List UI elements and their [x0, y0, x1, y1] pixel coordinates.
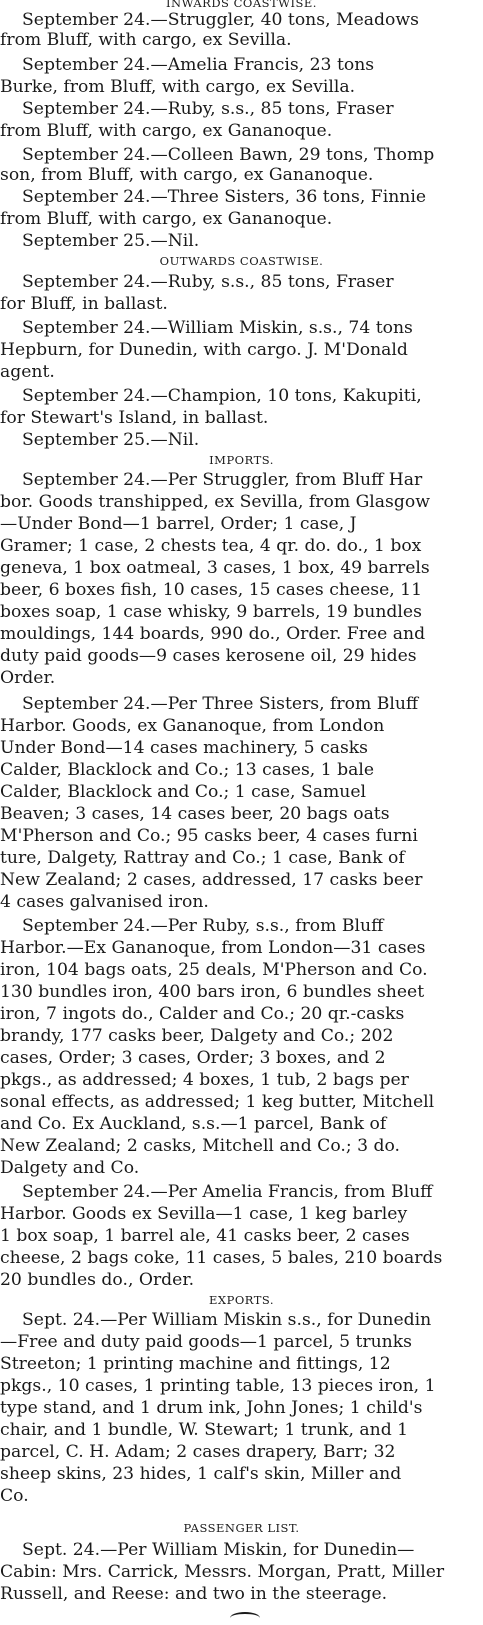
text-line: from Bluff, with cargo, ex Gananoque.: [0, 121, 333, 141]
text-line: Under Bond—14 cases machinery, 5 casks: [0, 738, 369, 758]
text-line: September 24.—Ruby, s.s., 85 tons, Fraser: [22, 99, 394, 119]
text-line: New Zealand; 2 cases, addressed, 17 casks beer: [0, 870, 423, 890]
imports-heading: IMPORTS.: [209, 453, 274, 467]
text-line: bor. Goods transhipped, ex Sevilla, from Glasgow: [0, 492, 430, 512]
text-line: Russell, and Reese: and two in the steerage.: [0, 1584, 388, 1604]
text-line: geneva, 1 box oatmeal, 3 cases, 1 box, 49 barrels: [0, 558, 430, 578]
text-line: sheep skins, 23 hides, 1 calf's skin, Miller and: [0, 1464, 402, 1484]
text-line: September 24.—Per Ruby, s.s., from Bluff: [22, 916, 384, 936]
text-line: mouldings, 144 boards, 990 do., Order. Free and: [0, 624, 426, 644]
text-line: M'Pherson and Co.; 95 casks beer, 4 cases furni: [0, 826, 418, 846]
text-line: son, from Bluff, with cargo, ex Gananoque.: [0, 165, 374, 185]
text-line: boxes soap, 1 case whisky, 9 barrels, 19 bundles: [0, 602, 422, 622]
text-line: Streeton; 1 printing machine and fittings, 12: [0, 1354, 391, 1374]
text-line: Harbor. Goods ex Sevilla—1 case, 1 keg barley: [0, 1204, 408, 1224]
text-line: Dalgety and Co.: [0, 1158, 140, 1178]
text-line: cheese, 2 bags coke, 11 cases, 5 bales, 210 boards: [0, 1248, 443, 1268]
inwards-coastwise-heading: INWARDS COASTWISE.: [166, 0, 317, 10]
text-line: New Zealand; 2 casks, Mitchell and Co.; 3 do.: [0, 1136, 401, 1156]
text-line: ture, Dalgety, Rattray and Co.; 1 case, Bank of: [0, 848, 405, 868]
text-line: brandy, 177 casks beer, Dalgety and Co.; 202: [0, 1026, 394, 1046]
text-line: from Bluff, with cargo, ex Gananoque.: [0, 209, 333, 229]
text-line: September 24.—Ruby, s.s., 85 tons, Fraser: [22, 272, 394, 292]
text-line: from Bluff, with cargo, ex Sevilla.: [0, 30, 292, 50]
text-line: for Stewart's Island, in ballast.: [0, 408, 269, 428]
text-line: September 24.—Struggler, 40 tons, Meadows: [22, 10, 419, 30]
text-line: Harbor. Goods, ex Gananoque, from London: [0, 716, 385, 736]
text-line: September 24.—Colleen Bawn, 29 tons, Thomp: [22, 145, 435, 165]
text-line: for Bluff, in ballast.: [0, 294, 168, 314]
text-line: September 24.—Per Struggler, from Bluff Har: [22, 470, 423, 490]
text-line: Cabin: Mrs. Carrick, Messrs. Morgan, Pratt, Miller: [0, 1562, 445, 1582]
text-line: Hepburn, for Dunedin, with cargo. J. M'Donald: [0, 340, 408, 360]
text-line: September 24.—Amelia Francis, 23 tons: [22, 55, 375, 75]
ornament-divider: [230, 1612, 260, 1624]
text-line: September 24.—Three Sisters, 36 tons, Finnie: [22, 187, 427, 207]
text-line: 20 bundles do., Order.: [0, 1270, 195, 1290]
text-line: Beaven; 3 cases, 14 cases beer, 20 bags oats: [0, 804, 390, 824]
text-line: September 25.—Nil.: [22, 231, 200, 251]
text-line: September 24.—William Miskin, s.s., 74 tons: [22, 318, 413, 338]
outwards-coastwise-heading: OUTWARDS COASTWISE.: [159, 254, 324, 268]
text-line: September 24.—Per Amelia Francis, from Bluff: [22, 1182, 433, 1202]
text-line: 4 cases galvanised iron.: [0, 892, 209, 912]
text-line: Harbor.—Ex Gananoque, from London—31 cases: [0, 938, 426, 958]
text-line: and Co. Ex Auckland, s.s.—1 parcel, Bank of: [0, 1114, 387, 1134]
text-line: Co.: [0, 1486, 29, 1506]
text-line: 130 bundles iron, 400 bars iron, 6 bundles sheet: [0, 982, 425, 1002]
text-line: 1 box soap, 1 barrel ale, 41 casks beer, 2 cases: [0, 1226, 410, 1246]
text-line: Calder, Blacklock and Co.; 13 cases, 1 bale: [0, 760, 375, 780]
text-line: September 24.—Champion, 10 tons, Kakupiti,: [22, 386, 422, 406]
text-line: agent.: [0, 362, 55, 382]
text-line: September 25.—Nil.: [22, 430, 200, 450]
text-line: duty paid goods—9 cases kerosene oil, 29 hides: [0, 646, 417, 666]
text-line: —Under Bond—1 barrel, Order; 1 case, J: [0, 514, 357, 534]
text-line: Calder, Blacklock and Co.; 1 case, Samuel: [0, 782, 367, 802]
text-line: Sept. 24.—Per William Miskin, for Dunedin—: [22, 1540, 415, 1560]
text-line: beer, 6 boxes fish, 10 cases, 15 cases cheese, 11: [0, 580, 423, 600]
text-line: parcel, C. H. Adam; 2 cases drapery, Barr; 32: [0, 1442, 396, 1462]
text-line: September 24.—Per Three Sisters, from Bluff: [22, 694, 419, 714]
text-line: iron, 7 ingots do., Calder and Co.; 20 qr.-casks: [0, 1004, 405, 1024]
text-line: —Free and duty paid goods—1 parcel, 5 trunks: [0, 1332, 412, 1352]
text-line: pkgs., as addressed; 4 boxes, 1 tub, 2 bags per: [0, 1070, 409, 1090]
exports-heading: EXPORTS.: [209, 1293, 274, 1307]
text-line: Sept. 24.—Per William Miskin s.s., for Dunedin: [22, 1310, 432, 1330]
text-line: pkgs., 10 cases, 1 printing table, 13 pieces iron, 1: [0, 1376, 436, 1396]
text-line: Burke, from Bluff, with cargo, ex Sevilla.: [0, 77, 356, 97]
text-line: Gramer; 1 case, 2 chests tea, 4 qr. do. do., 1 box: [0, 536, 422, 556]
text-line: chair, and 1 bundle, W. Stewart; 1 trunk, and 1: [0, 1420, 409, 1440]
passenger-list-heading: PASSENGER LIST.: [183, 1521, 300, 1535]
text-line: Order.: [0, 668, 56, 688]
text-line: sonal effects, as addressed; 1 keg butter, Mitchell: [0, 1092, 435, 1112]
text-line: cases, Order; 3 cases, Order; 3 boxes, and 2: [0, 1048, 386, 1068]
text-line: type stand, and 1 drum ink, John Jones; 1 child's: [0, 1398, 423, 1418]
text-line: iron, 104 bags oats, 25 deals, M'Pherson and Co.: [0, 960, 428, 980]
